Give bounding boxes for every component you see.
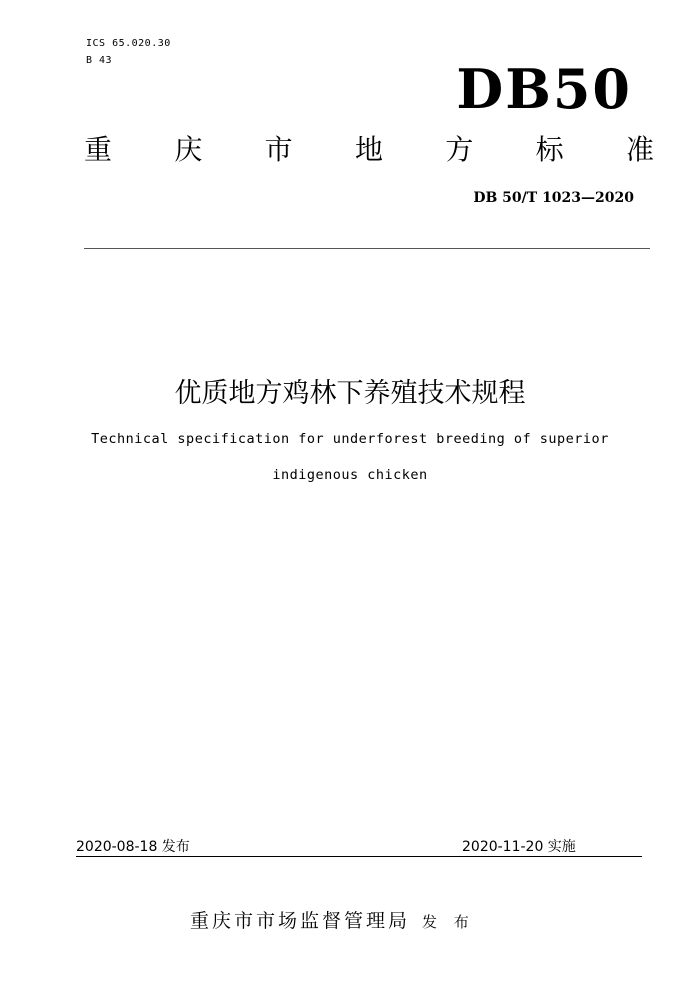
title-english-line1: Technical specification for underforest breeding of superior xyxy=(91,431,609,447)
standard-type-char: 重 xyxy=(84,133,113,166)
title-chinese: 优质地方鸡林下养殖技术规程 xyxy=(174,378,526,409)
standard-type-char: 准 xyxy=(625,133,654,166)
implementation-date: 2020-11-20 实施 xyxy=(462,839,576,855)
standard-type-char: 方 xyxy=(445,133,474,166)
issuer xyxy=(190,906,475,933)
standard-type-char: 标 xyxy=(535,133,564,166)
ccs-code: B 43 xyxy=(86,55,113,66)
standard-type-char: 市 xyxy=(264,133,293,166)
issue-date: 2020-08-18 发布 xyxy=(76,839,190,855)
title-english-line2: indigenous chicken xyxy=(272,467,428,483)
standard-type xyxy=(84,133,654,166)
db-logo: DB50 xyxy=(456,57,632,121)
issuer-name: 重庆市市场监督管理局 xyxy=(190,910,411,932)
issuer-suffix: 发 布 xyxy=(422,913,475,931)
header-divider xyxy=(84,248,650,249)
standard-type-char: 地 xyxy=(354,133,383,166)
date-row xyxy=(76,836,642,857)
ics-code: ICS 65.020.30 xyxy=(86,38,171,49)
standard-number: DB 50/T 1023—2020 xyxy=(473,190,634,206)
standard-type-char: 庆 xyxy=(174,133,203,166)
